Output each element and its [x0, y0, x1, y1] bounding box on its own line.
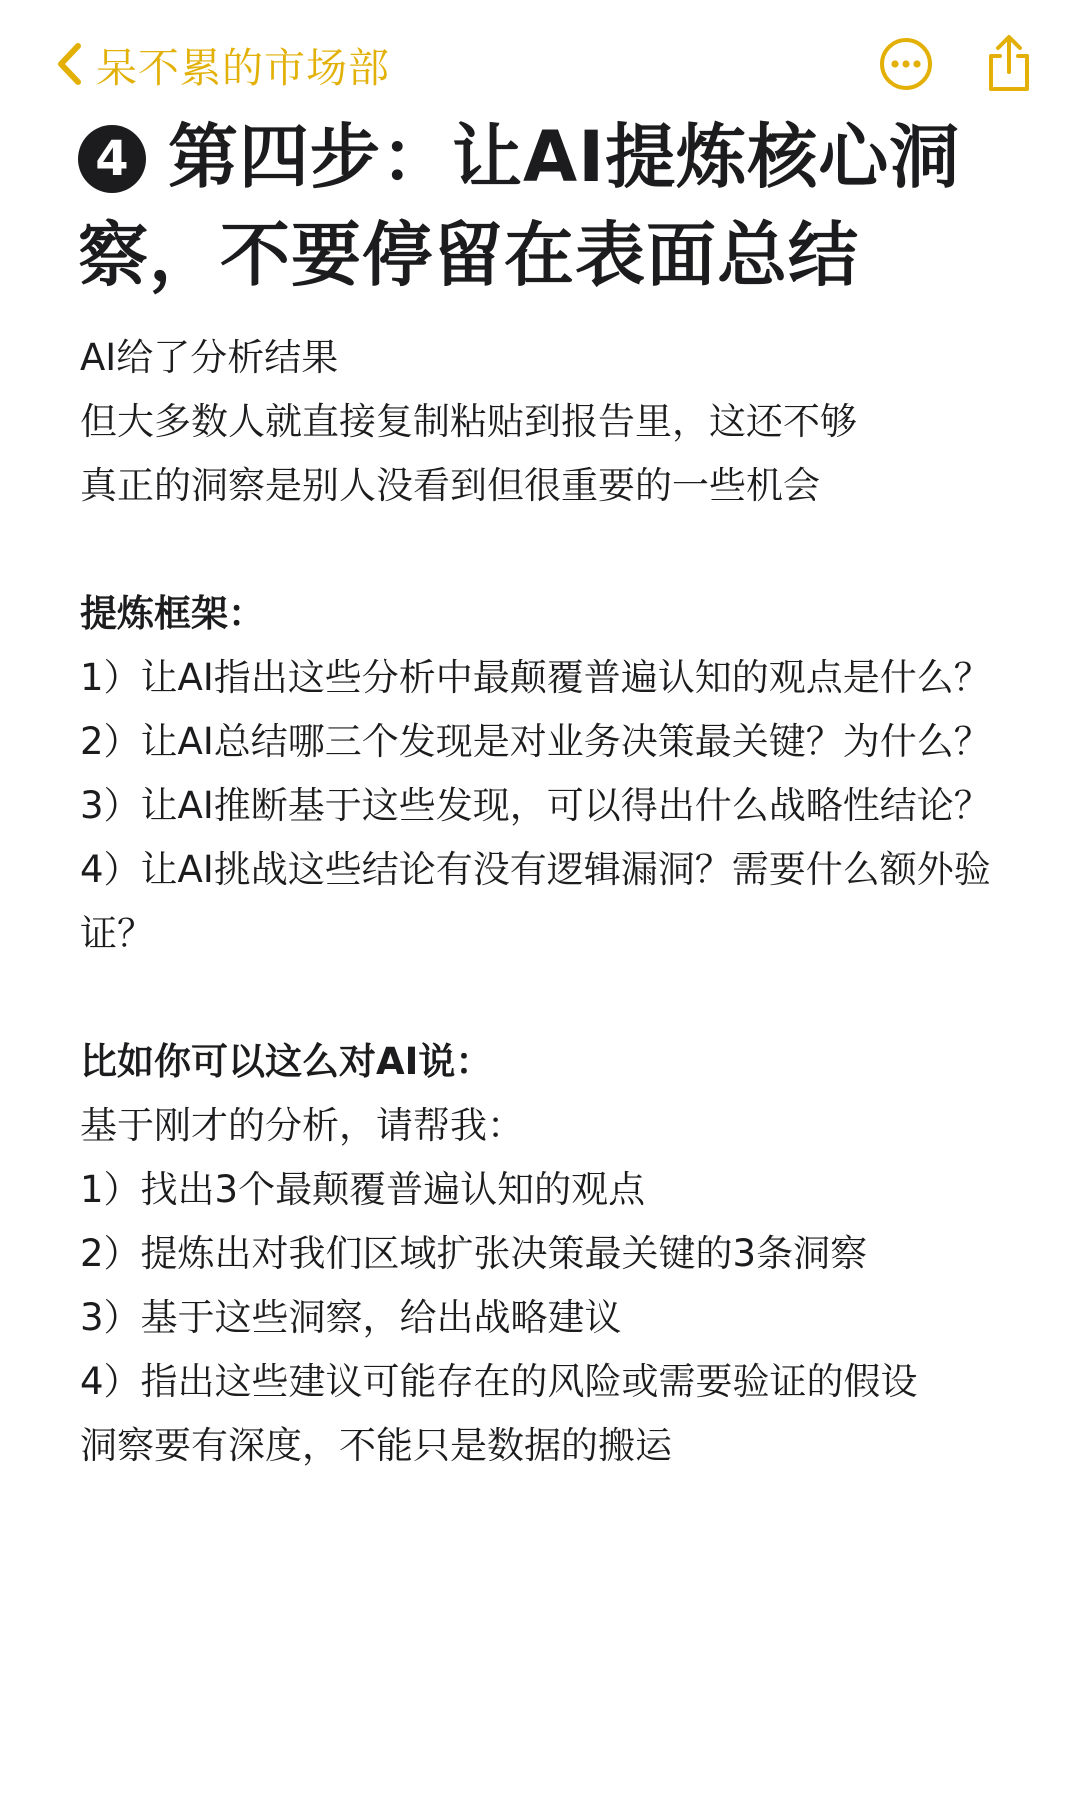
intro-line: 真正的洞察是别人没看到但很重要的一些机会 — [80, 464, 820, 507]
framework-item: 2）让AI总结哪三个发现是对业务决策最关键？为什么？ — [80, 720, 991, 763]
share-button[interactable] — [984, 34, 1034, 94]
note-title — [78, 108, 1038, 304]
more-options-button[interactable] — [878, 36, 934, 92]
blank-line — [80, 518, 1000, 582]
framework-item: 4）让AI挑战这些结论有没有逻辑漏洞？需要什么额外验证？ — [80, 848, 991, 955]
example-item: 1）找出3个最颠覆普遍认知的观点 — [80, 1168, 646, 1211]
framework-heading: 提炼框架： — [80, 592, 265, 635]
framework-item: 1）让AI指出这些分析中最颠覆普遍认知的观点是什么？ — [80, 656, 991, 699]
chevron-left-icon — [56, 42, 82, 86]
closing-line: 洞察要有深度，不能只是数据的搬运 — [80, 1424, 672, 1467]
back-button[interactable] — [56, 38, 390, 90]
intro-line: 但大多数人就直接复制粘贴到报告里，这还不够 — [80, 400, 857, 443]
example-heading: 比如你可以这么对AI说： — [80, 1040, 493, 1083]
navigation-bar — [0, 0, 1080, 125]
back-label: 呆不累的市场部 — [96, 43, 390, 92]
intro-line: AI给了分析结果 — [80, 336, 339, 379]
share-icon — [984, 34, 1034, 94]
example-intro: 基于刚才的分析，请帮我： — [80, 1104, 524, 1147]
note-body[interactable] — [80, 326, 1000, 1478]
example-item: 2）提炼出对我们区域扩张决策最关键的3条洞察 — [80, 1232, 868, 1275]
step-number-badge: 4 — [78, 125, 146, 193]
framework-item: 3）让AI推断基于这些发现，可以得出什么战略性结论？ — [80, 784, 991, 827]
example-item: 3）基于这些洞察，给出战略建议 — [80, 1296, 622, 1339]
ellipsis-circle-icon — [878, 36, 934, 92]
blank-line — [80, 966, 1000, 1030]
example-item: 4）指出这些建议可能存在的风险或需要验证的假设 — [80, 1360, 918, 1403]
note-title-text: 第四步：让AI提炼核心洞察，不要停留在表面总结 — [78, 116, 961, 296]
